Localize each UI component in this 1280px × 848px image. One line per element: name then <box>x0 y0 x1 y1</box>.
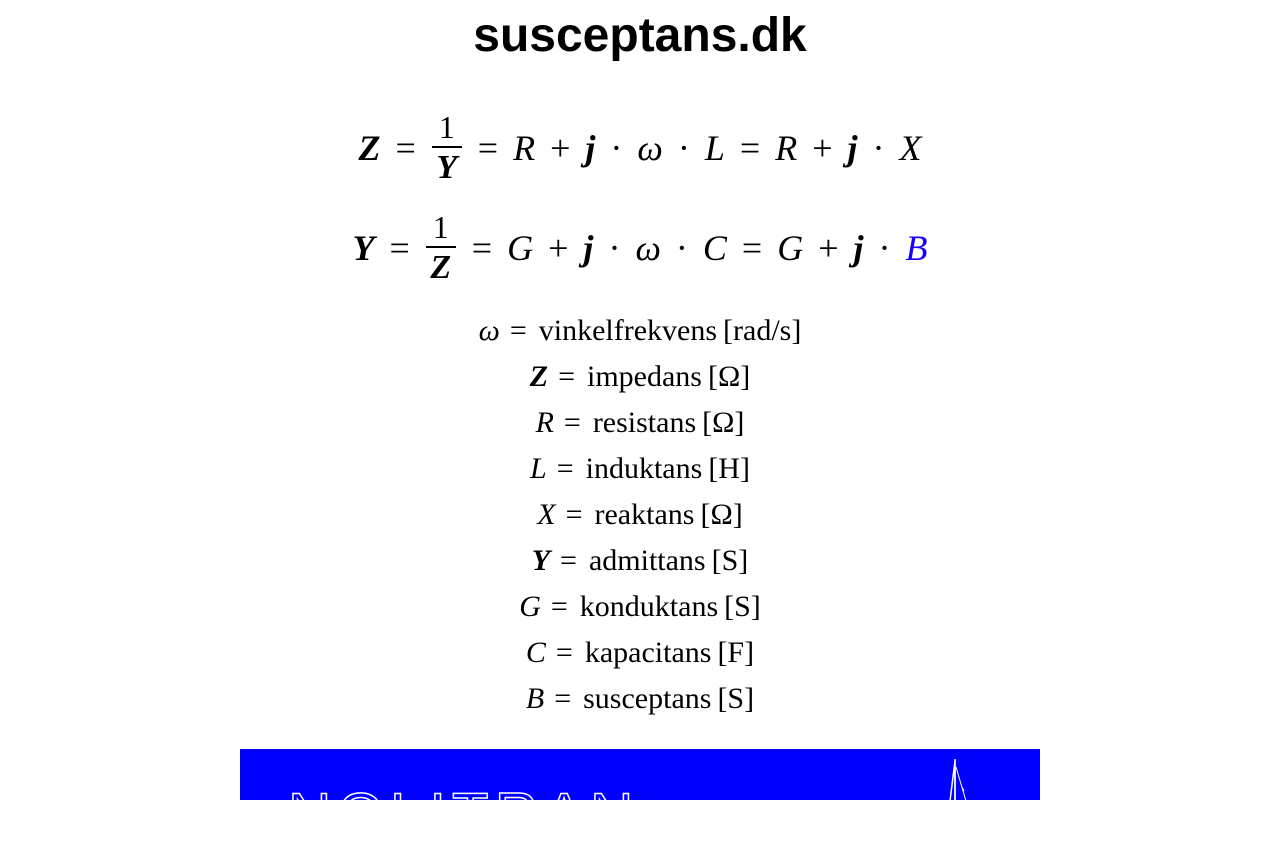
symbol-definitions-list <box>0 308 1280 722</box>
definition-equals: = <box>509 314 527 347</box>
definition-unit: [F] <box>717 636 755 669</box>
definition-symbol: Z <box>529 360 549 393</box>
definition-name: konduktans <box>579 590 719 623</box>
eq-operator: = <box>741 228 763 268</box>
eq-symbol: G <box>507 228 534 268</box>
definition-unit: [Ω] <box>702 406 745 439</box>
eq1-lhs: Z <box>358 128 381 168</box>
definition-symbol: X <box>537 498 556 531</box>
definition-name: vinkelfrekvens <box>538 314 718 347</box>
definition-row <box>0 400 1280 446</box>
eq-operator: · <box>677 128 690 168</box>
banner-logo-text: NOLITRAN <box>288 781 640 848</box>
eq-operator: · <box>608 228 621 268</box>
eq1-equals: = <box>395 128 416 168</box>
definition-symbol: R <box>535 406 554 439</box>
page-title: susceptans.dk <box>473 9 807 62</box>
definition-symbol: G <box>519 590 541 623</box>
eq-operator: · <box>872 128 885 168</box>
definition-name: kapacitans <box>584 636 712 669</box>
definition-name: resistans <box>592 406 697 439</box>
definition-symbol: C <box>525 636 546 669</box>
eq2-susceptance-highlight: B <box>905 228 928 268</box>
definition-row <box>0 308 1280 354</box>
eq-symbol: ω <box>635 228 661 268</box>
eq-symbol: R <box>775 128 798 168</box>
definition-symbol: Y <box>531 544 551 577</box>
definition-equals: = <box>555 636 573 669</box>
definition-equals: = <box>550 590 568 623</box>
eq1-numerator: 1 <box>438 109 455 145</box>
definition-equals: = <box>558 360 575 393</box>
definition-symbol: L <box>530 452 547 485</box>
eq-operator: + <box>548 228 569 268</box>
eq-symbol: ω <box>637 128 663 168</box>
definition-symbol: ω <box>478 314 500 347</box>
nolitran-banner[interactable] <box>240 749 1040 848</box>
definition-row <box>0 446 1280 492</box>
definition-unit: [H] <box>708 452 750 485</box>
definition-name: reaktans <box>594 498 695 531</box>
definition-row <box>0 676 1280 722</box>
eq-operator: = <box>477 128 499 168</box>
eq2-equals: = <box>389 228 410 268</box>
eq-symbol: j <box>847 128 858 168</box>
definition-unit: [Ω] <box>700 498 743 531</box>
eq-operator: + <box>818 228 839 268</box>
definition-name: induktans <box>585 452 703 485</box>
eq-operator: = <box>471 228 493 268</box>
definition-unit: [S] <box>711 544 749 577</box>
definition-equals: = <box>560 544 577 577</box>
definition-equals: = <box>565 498 583 531</box>
eq2-terms <box>462 227 901 269</box>
eq1-denominator: Y <box>436 149 458 186</box>
definition-name: impedans <box>586 360 702 393</box>
eq2-fraction <box>426 208 456 288</box>
definition-name: susceptans <box>583 682 712 715</box>
definition-row <box>0 630 1280 676</box>
eq-symbol: L <box>704 128 725 168</box>
eq2-denominator: Z <box>430 249 452 286</box>
definition-equals: = <box>556 452 574 485</box>
eq-symbol: R <box>513 128 536 168</box>
definition-name: admittans <box>588 544 706 577</box>
eq-symbol: j <box>853 228 864 268</box>
eq-symbol: j <box>583 228 594 268</box>
definition-unit: [Ω] <box>707 360 751 393</box>
eq-operator: · <box>675 228 688 268</box>
definition-row <box>0 354 1280 400</box>
eq-symbol: C <box>702 228 727 268</box>
sailboat-icon <box>930 757 980 801</box>
definition-symbol: B <box>525 682 545 715</box>
eq-symbol: X <box>899 128 922 168</box>
eq-operator: = <box>739 128 761 168</box>
definition-row <box>0 538 1280 584</box>
eq-operator: · <box>610 128 623 168</box>
admittance-equation <box>0 208 1280 288</box>
definition-row <box>0 492 1280 538</box>
definition-unit: [S] <box>724 590 761 623</box>
eq1-terms <box>468 127 927 169</box>
impedance-equation <box>0 108 1280 188</box>
definition-equals: = <box>554 682 572 715</box>
eq2-lhs: Y <box>352 228 375 268</box>
eq-operator: + <box>812 128 833 168</box>
definition-equals: = <box>563 406 581 439</box>
eq-operator: · <box>878 228 891 268</box>
eq-symbol: j <box>585 128 596 168</box>
eq1-fraction <box>432 108 462 188</box>
definition-unit: [S] <box>717 682 755 715</box>
eq-operator: + <box>550 128 571 168</box>
eq2-numerator: 1 <box>432 209 449 245</box>
eq-symbol: G <box>777 228 804 268</box>
definition-unit: [rad/s] <box>723 314 802 347</box>
definition-row <box>0 584 1280 630</box>
